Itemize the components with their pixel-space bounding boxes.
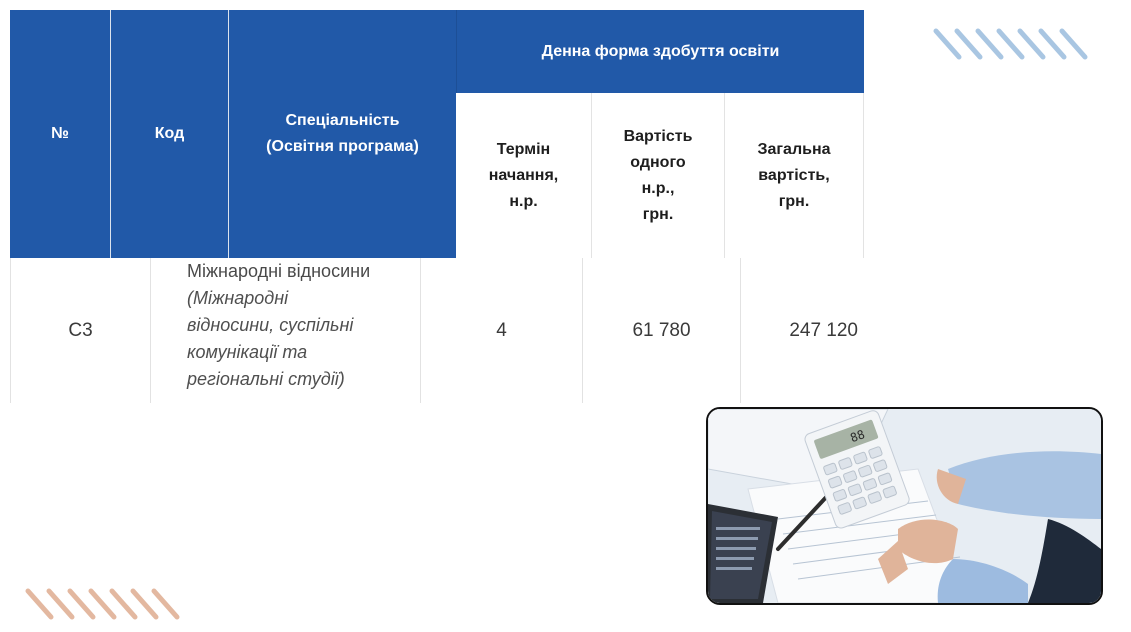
header-term-line2: начання,	[488, 166, 559, 184]
cell-total	[740, 258, 864, 403]
header-code-label: Код	[154, 125, 185, 142]
header-total	[725, 93, 864, 258]
header-total-line2: вартість,	[758, 166, 830, 184]
svg-text:88: 88	[848, 427, 867, 446]
header-num-label: №	[51, 125, 69, 142]
cell-specialty-program-2: відносини, суспільні	[187, 315, 354, 335]
cell-specialty	[150, 258, 420, 403]
cell-specialty-program-4: регіональні студії)	[187, 369, 345, 389]
cell-term-value: 4	[496, 319, 507, 341]
cell-total-value: 247 120	[789, 319, 858, 341]
header-cost-line1: Вартість	[623, 127, 693, 145]
cell-code-value: С3	[68, 319, 93, 341]
cell-specialty-program-3: комунікації та	[187, 342, 308, 362]
header-group	[456, 10, 864, 93]
header-group-label: Денна форма здобуття освіти	[541, 42, 780, 60]
header-specialty	[229, 10, 456, 258]
cell-cost-one	[582, 258, 740, 403]
header-total-line1: Загальна	[757, 140, 831, 158]
calculator-photo	[706, 407, 1103, 605]
header-specialty-line2: (Освітня програма)	[266, 138, 419, 155]
header-term-line3: н.р.	[509, 192, 538, 210]
cell-code	[10, 258, 150, 403]
header-total-line3: грн.	[778, 192, 810, 210]
cell-specialty-program-1: (Міжнародні	[187, 288, 289, 308]
header-cost-line3: н.р.,	[641, 179, 675, 197]
header-cost-line2: одного	[630, 153, 686, 171]
stripes-bottom-decoration	[22, 586, 187, 624]
cell-specialty-main: Міжнародні відносини	[187, 261, 371, 281]
calculator-illustration	[708, 409, 1101, 603]
header-cost-one	[592, 93, 725, 258]
header-term	[456, 93, 592, 258]
header-specialty-line1: Спеціальність	[285, 112, 400, 129]
stripes-top-decoration	[930, 26, 1095, 64]
cell-cost-one-value: 61 780	[632, 319, 691, 341]
header-cost-line4: грн.	[642, 205, 674, 223]
cell-term	[420, 258, 582, 403]
header-num	[10, 10, 111, 258]
header-code	[111, 10, 229, 258]
header-term-line1: Термін	[496, 140, 551, 158]
